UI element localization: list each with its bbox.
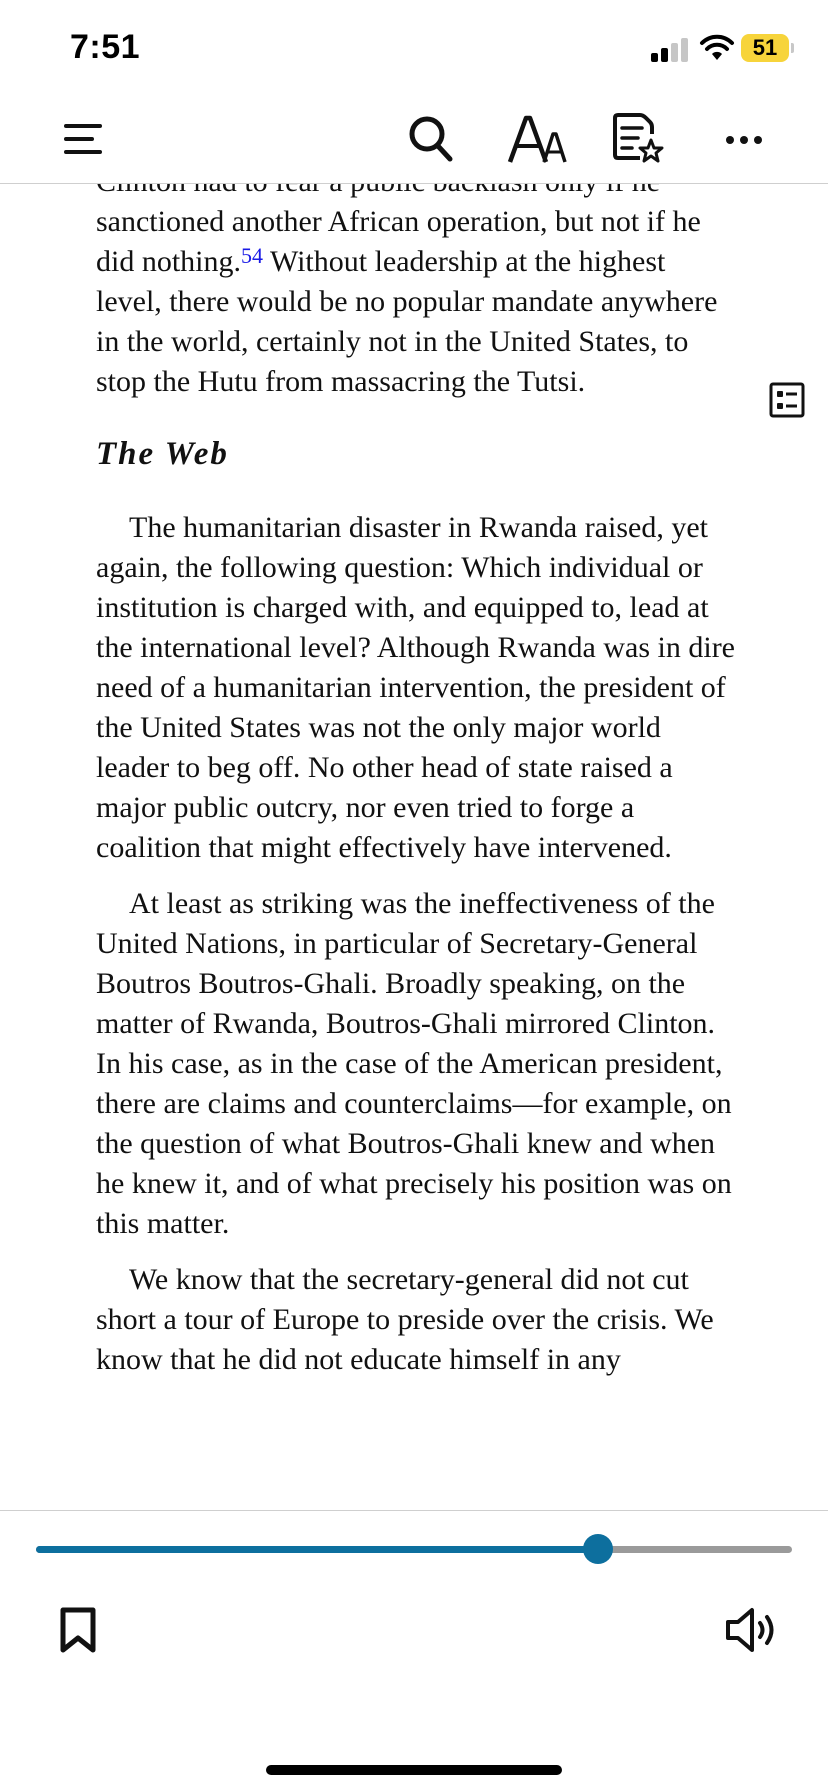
bookmark-icon[interactable] xyxy=(58,1606,98,1654)
bookmarks-list-icon[interactable] xyxy=(612,112,664,166)
progress-slider[interactable] xyxy=(36,1546,792,1553)
paragraph: The humanitarian disaster in Rwanda raised, yet again, the following question: Which individual or institution is charged with, and equipped to, lead at the international level? Although Rwanda was in dire need of a humanitarian intervention, the president of the United States was not the only major world leader to beg off. No other head of state raised a major public outcry, nor even tried to forge a coalition that might effectively have intervened. xyxy=(96,511,735,864)
home-indicator xyxy=(266,1765,562,1775)
audio-icon[interactable] xyxy=(724,1604,780,1656)
menu-icon[interactable] xyxy=(64,122,102,156)
battery-nub xyxy=(791,43,794,53)
wifi-icon xyxy=(700,34,734,62)
notes-panel-icon[interactable] xyxy=(769,382,805,418)
more-icon[interactable] xyxy=(724,126,764,154)
paragraph: At least as striking was the ineffectiveness of the United Nations, in particular of Secretary-General Boutros Boutros-Ghali. Broadly speaking, on the matter of Rwanda, Boutros-Ghali mirrored Clinton. In his case, as in the case of the American president, there are claims and counterclaims—for example, on the question of what Boutros-Ghali knew and when he knew it, and of what precisely his position was on this matter. xyxy=(96,887,732,1240)
paragraph xyxy=(96,162,736,402)
section-heading: The Web xyxy=(96,436,229,472)
reading-area[interactable] xyxy=(0,184,828,1510)
paragraph: We know that the secretary-general did not cut short a tour of Europe to preside over the crisis. We know that he did not educate himself in any xyxy=(96,1263,714,1376)
status-time: 7:51 xyxy=(70,28,141,66)
footnote-link[interactable]: 54 xyxy=(241,243,264,268)
search-icon[interactable] xyxy=(408,114,454,164)
progress-thumb[interactable] xyxy=(583,1534,613,1564)
bottom-divider xyxy=(0,1510,828,1511)
progress-fill xyxy=(36,1546,598,1553)
paragraph-text: sanctioned another African operation, but not if he did nothing. xyxy=(96,205,701,278)
battery-indicator: 51 xyxy=(741,34,789,62)
cellular-signal-icon xyxy=(651,36,689,62)
status-bar xyxy=(0,0,828,100)
font-size-icon[interactable] xyxy=(508,112,566,166)
paragraph-text: Without leadership at the highest level, there would be no popular mandate anywhere in the world, certainly not in the United States, to stop the Hutu from massacring the Tutsi. xyxy=(96,245,718,398)
book-text xyxy=(96,162,736,1380)
